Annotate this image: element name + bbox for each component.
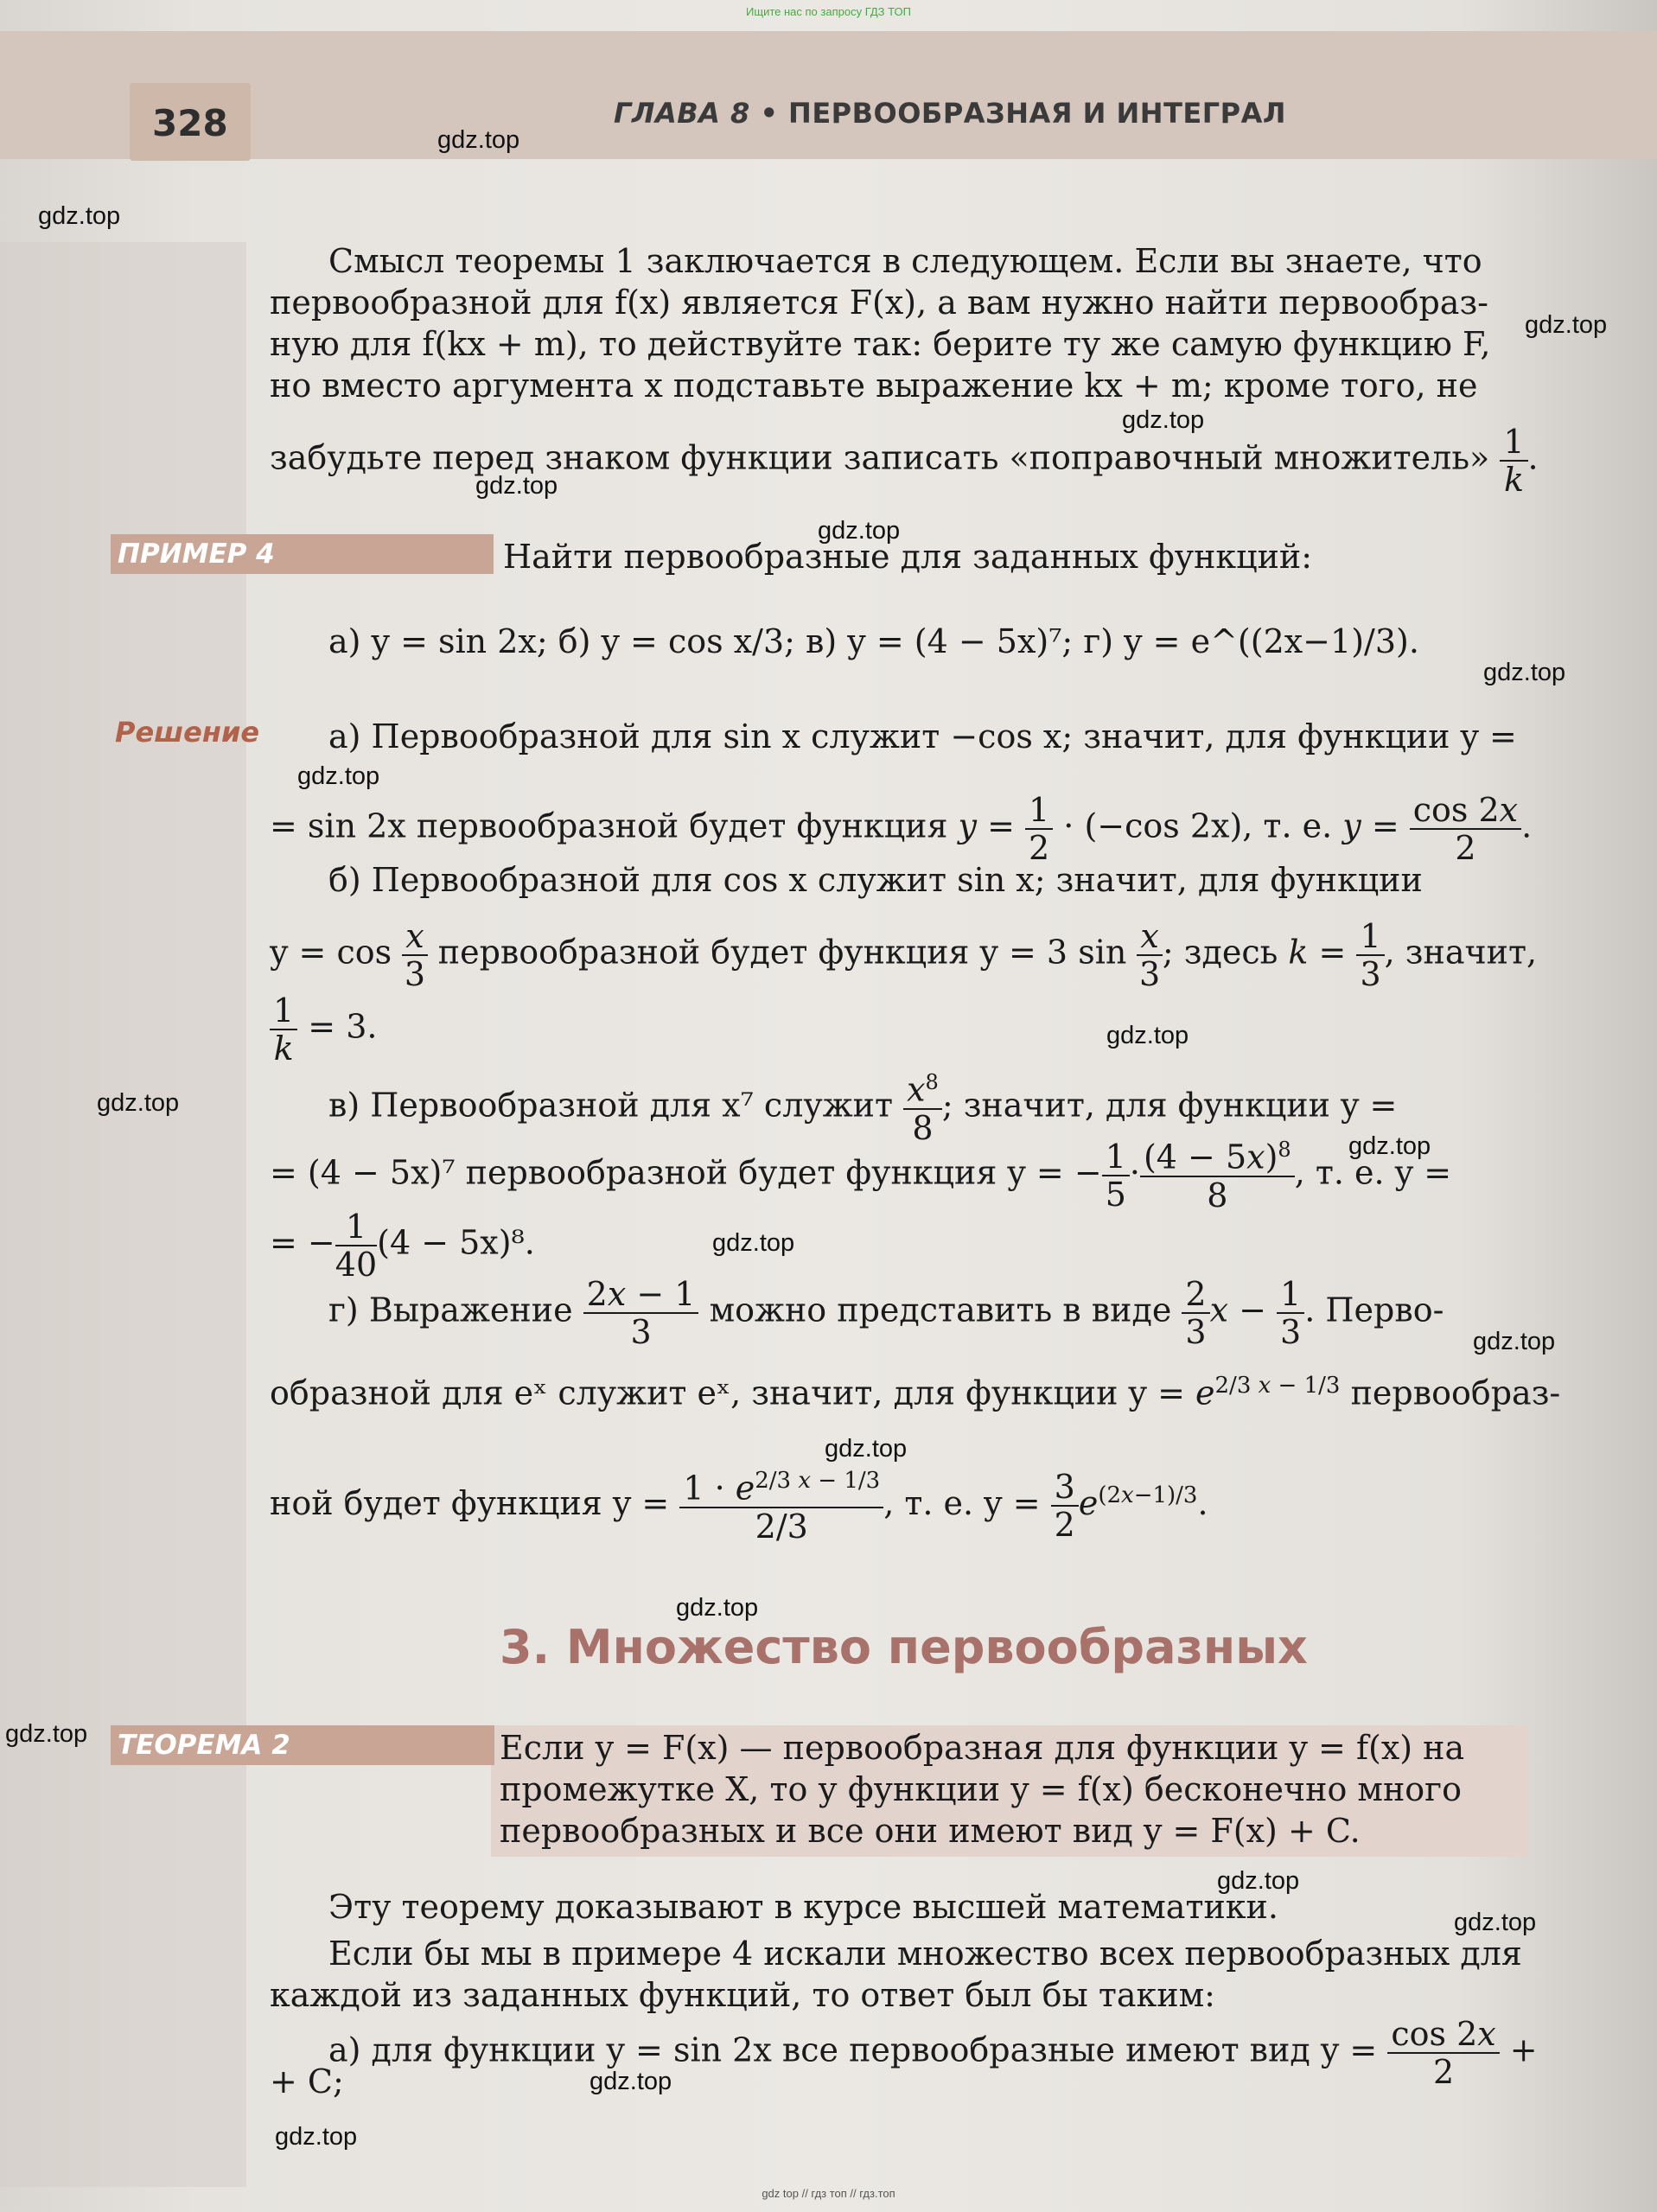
intro-line-2: первообразной для f(x) является F(x), а вам нужно найти первообраз- (270, 284, 1489, 322)
solution-b-line-1: б) Первообразной для cos x служит sin x; значит, для функции (328, 861, 1423, 899)
watermark: gdz.top (297, 762, 380, 790)
solution-b-line-2: y = cos $\frac{x}{3}$ первообразной будет функция y = 3 sin $\frac{x}{3}$ ; здесь k = $\frac{1}{3}$ , значит, (270, 917, 1538, 993)
example-task: Найти первообразные для заданных функций: (503, 538, 1313, 576)
watermark: gdz.top (1348, 1132, 1431, 1160)
watermark: gdz.top (275, 2123, 358, 2151)
watermark: gdz.top (1483, 659, 1566, 686)
intro-line-5-text: забудьте перед знаком функции записать «поправочный множитель» (270, 438, 1490, 477)
solution-v-line-2-text: = (4 − 5x)⁷ первообразной будет функция y = − (270, 1153, 1102, 1192)
solution-v-end: ; значит, для функции y = (941, 1086, 1398, 1125)
solution-g-line-3-mid: , т. е. y = (883, 1483, 1041, 1522)
solution-g-text: г) Выражение (328, 1291, 573, 1329)
intro-line-4: но вместо аргумента x подставьте выражение kx + m; кроме того, не (270, 367, 1478, 405)
watermark: gdz.top (825, 1435, 908, 1463)
page-number: 328 (152, 102, 228, 144)
solution-b-mid2: ; здесь (1162, 933, 1278, 972)
outro-line-2: Если бы мы в примере 4 искали множество всех первообразных для (328, 1935, 1522, 1973)
theorem-line-3: первообразных и все они имеют вид y = F(x) + C. (500, 1812, 1361, 1850)
watermark: gdz.top (437, 126, 520, 154)
watermark: gdz.top (38, 202, 121, 230)
watermark: gdz.top (1106, 1022, 1189, 1049)
chapter-label: ГЛАВА 8 (614, 97, 750, 130)
solution-v-line-3-end: (4 − 5x)⁸. (377, 1223, 535, 1262)
watermark: gdz.top (1454, 1909, 1537, 1936)
intro-line-1: Смысл теоремы 1 заключается в следующем. Если вы знаете, что (328, 242, 1482, 280)
example-label: ПРИМЕР 4 (111, 534, 494, 574)
theorem-label: ТЕОРЕМА 2 (111, 1725, 494, 1765)
solution-v-text: в) Первообразной для x⁷ служит (328, 1086, 894, 1125)
intro-line-3: ную для f(kx + m), то действуйте так: берите ту же самую функцию F, (270, 325, 1491, 363)
watermark: gdz.top (97, 1089, 180, 1117)
solution-label: Решение (115, 716, 260, 749)
solution-a-line-1: а) Первообразной для sin x служит −cos x; значит, для функции y = (328, 717, 1517, 755)
watermark: gdz.top (1122, 406, 1205, 434)
correction-factor-fraction: $\frac{1}{k}$ (1500, 425, 1527, 496)
watermark: gdz.top (712, 1229, 795, 1257)
solution-g-line-3: ной будет функция y = $\frac{1 \cdot e^{2/3 x - 1/3}}{2/3}$ , т. е. y = $\frac{3}{2}$ $e^{(2x-1)/3}$. (270, 1468, 1208, 1546)
watermark: gdz.top (475, 472, 558, 500)
solution-v-line-1: в) Первообразной для x⁷ служит $\frac{x^8}{8}$ ; значит, для функции y = (328, 1070, 1398, 1147)
solution-b-end: , значит, (1384, 933, 1538, 972)
bottom-note: gdz top // гдз топ // гдз.топ (762, 2187, 895, 2200)
watermark: gdz.top (5, 1720, 88, 1748)
theorem-line-1: Если y = F(x) — первообразная для функции y = f(x) на (500, 1729, 1465, 1767)
watermark: gdz.top (1473, 1328, 1556, 1355)
outro-line-3: каждой из заданных функций, то ответ был бы таким: (270, 1976, 1215, 2014)
solution-v-line-3: = − $\frac{1}{40}$ (4 − 5x)⁸. (270, 1208, 535, 1284)
watermark: gdz.top (590, 2068, 672, 2095)
solution-b-result: = 3. (308, 1007, 378, 1046)
solution-g-mid: можно представить в виде (709, 1291, 1172, 1329)
watermark: gdz.top (1217, 1867, 1300, 1895)
chapter-separator: • (760, 97, 779, 130)
solution-v-line-3-text: = − (270, 1223, 335, 1262)
solution-v-line-2-end: , т. е. y = (1294, 1153, 1452, 1192)
top-search-note: Ищите нас по запросу ГДЗ ТОП (746, 5, 911, 18)
outro-line-1: Эту теорему доказывают в курсе высшей математики. (328, 1888, 1278, 1926)
chapter-heading (614, 97, 1286, 130)
solution-v-line-2: = (4 − 5x)⁷ первообразной будет функция y = − $\frac{1}{5}$ · $\frac{(4 - 5x)^8}{8}$ , т. е. y = (270, 1137, 1452, 1214)
solution-g-end: . Перво- (1304, 1291, 1444, 1329)
solution-g-line-3-text: ной будет функция y = (270, 1483, 670, 1522)
example-items: а) y = sin 2x; б) y = cos x/3; в) y = (4 − 5x)⁷; г) y = e^((2x−1)/3). (328, 622, 1419, 660)
outro-line-4: а) для функции y = sin 2x все первообразные имеют вид y = $\frac{\cos 2x}{2}$ + (328, 2015, 1538, 2091)
solution-g-line-2-end: первообраз- (1350, 1374, 1561, 1412)
solution-b-text: y = cos (270, 933, 392, 972)
outro-line-5: + C; (270, 2062, 344, 2100)
theorem-line-2: промежутке X, то у функции y = f(x) бесконечно много (500, 1770, 1462, 1808)
watermark: gdz.top (1525, 311, 1608, 339)
solution-a-text: = sin 2x первообразной будет функция (270, 806, 948, 845)
watermark: gdz.top (676, 1594, 759, 1622)
outro-line-4-text: а) для функции y = sin 2x все первообразные имеют вид y = (328, 2030, 1378, 2069)
solution-b-line-3: $\frac{1}{k}$ = 3. (270, 994, 377, 1065)
solution-a-line-2: = sin 2x первообразной будет функция y = $\frac{1}{2}$ · (−cos 2x), т. е. y = $\frac{\cos 2x}{2}$ . (270, 791, 1533, 867)
chapter-title: ПЕРВООБРАЗНАЯ И ИНТЕГРАЛ (788, 97, 1286, 130)
solution-b-mid: первообразной будет функция y = 3 sin (437, 933, 1127, 972)
section-title: 3. Множество первообразных (500, 1620, 1308, 1674)
watermark: gdz.top (818, 517, 901, 545)
solution-g-line-2-text: образной для eˣ служит eˣ, значит, для функции y = (270, 1374, 1185, 1412)
solution-g-line-2: образной для eˣ служит eˣ, значит, для функции $y = e^{2/3 x - 1/3}$ первообраз- (270, 1373, 1561, 1412)
intro-line-5: забудьте перед знаком функции записать «поправочный множитель» $\frac{1}{k}$ . (270, 423, 1539, 499)
solution-g-line-1: г) Выражение $\frac{2x - 1}{3}$ можно представить в виде $\frac{2}{3}$ x − $\frac{1}{3}$ . Перво- (328, 1275, 1444, 1351)
solution-a-mid: · (−cos 2x), т. е. (1063, 806, 1333, 845)
